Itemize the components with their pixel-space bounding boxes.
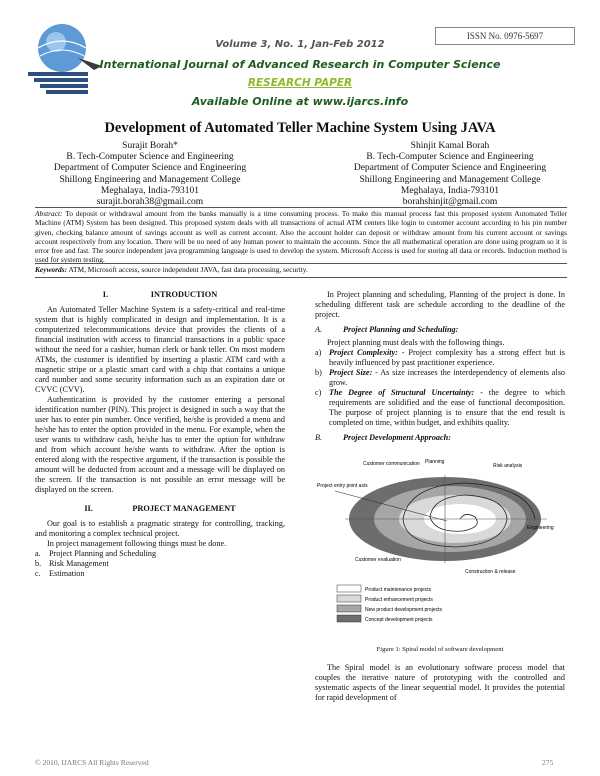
paper-title: Development of Automated Teller Machine System Using JAVA bbox=[104, 120, 496, 136]
figure-label: Construction & release bbox=[465, 569, 516, 575]
author-degree: B. Tech-Computer Science and Engineering bbox=[66, 152, 234, 163]
legend-label: Product enhancement projects bbox=[365, 597, 433, 603]
footer-copyright: © 2010, IJARCS All Rights Reserved bbox=[35, 758, 149, 767]
paragraph: An Automated Teller Machine System is a safety-critical and real-time system that is highly complicated in design and implementation. It is a computerized telecommunications device that provides the clients of a financial institution with access to financial transactions in a public space without the need for a cashier, human clerk or bank teller. On most modern ATMs, the customer is identified by inserting a plastic ATM card with a magnetic stripe or a plastic smart card with a chip that contains a unique card number and some security information such as an expiration date or CVVC (CVV). bbox=[35, 305, 285, 394]
issn-box: ISSN No. 0976-5697 bbox=[435, 27, 575, 45]
section-heading-project-management bbox=[35, 504, 285, 514]
author-email: borahshinjit@gmail.com bbox=[402, 197, 498, 208]
author-block-2 bbox=[320, 141, 580, 208]
subsection-heading-approach: B. Project Development Approach: bbox=[315, 433, 451, 442]
paragraph: Authentication is provided by the customer entering a personal identification number (PIN). This project is designed in such a way that the user has to enter pin number. Once verified, he/she is provided a menu and he/she has to enter the option provided in the menu. For example, when the user wants to withdraw cash, he/she has to enter the option for withdraw and from which account he/she wants to withdraw. After the option is entered along with the respective argument, if the transaction is possible the amount will be deducted from account and a message will be displayed on the screen. If the transaction is not possible an error message will be displayed on the screen. bbox=[35, 395, 285, 494]
figure-caption: Figure 1: Spiral model of software development bbox=[376, 646, 504, 653]
abstract-bottom-rule bbox=[35, 263, 567, 264]
keywords bbox=[35, 265, 567, 274]
list-item: a) Project Complexity: - Project complexity has a strong effect but is heavily influenced by past practitioner experience. bbox=[315, 348, 565, 367]
author-city: Meghalaya, India-793101 bbox=[100, 185, 200, 196]
right-column bbox=[315, 290, 565, 703]
section-title: PROJECT MANAGEMENT bbox=[132, 504, 236, 513]
author-email: surajit.borah38@gmail.com bbox=[96, 197, 204, 208]
author-department: Department of Computer Science and Engineering bbox=[353, 163, 547, 174]
keywords-text: ATM, Microsoft access, source independent JAVA, fast data processing, security. bbox=[68, 265, 308, 274]
paper-type: RESEARCH PAPER bbox=[247, 77, 353, 89]
journal-name: International Journal of Advanced Research in Computer Science bbox=[99, 58, 501, 71]
section-heading-introduction bbox=[35, 290, 285, 300]
figure-legend bbox=[337, 585, 442, 623]
legend-label: Product maintenance projects bbox=[365, 587, 432, 593]
figure-label: Risk analysis bbox=[493, 463, 523, 469]
paragraph: In Project planning and scheduling, Planning of the project is done. In scheduling different task are schedule according to the deadline of the project. bbox=[315, 290, 565, 319]
list-item: b. Risk Management bbox=[35, 559, 109, 568]
figure-label: Engineering bbox=[527, 525, 554, 531]
left-column bbox=[35, 290, 285, 579]
list-item: a. Project Planning and Scheduling bbox=[35, 549, 157, 558]
legend-label: New product development projects bbox=[365, 607, 442, 613]
keywords-bottom-rule bbox=[35, 277, 567, 278]
section-title: INTRODUCTION bbox=[150, 290, 218, 299]
list-item: c) The Degree of Structural Uncertainty: - the degree to which requirements are solidified and the ease of functional decomposition. The purpose of project planning is to ensure that the end result is completed on time, within budget, and exhibits quality. bbox=[315, 388, 565, 427]
paragraph: Our goal is to establish a pragmatic strategy for controlling, tracking, and monitoring a complex technical project. bbox=[35, 519, 285, 538]
journal-volume: Volume 3, No. 1, Jan-Feb 2012 bbox=[215, 39, 385, 50]
page-number: 275 bbox=[542, 758, 554, 767]
author-city: Meghalaya, India-793101 bbox=[400, 185, 500, 196]
author-college: Shillong Engineering and Management College bbox=[59, 174, 241, 185]
spiral-model-figure bbox=[315, 449, 565, 639]
list-item: b) Project Size: - As size increases the interdependency of elements also grow. bbox=[315, 368, 565, 387]
paragraph: The Spiral model is an evolutionary software process model that couples the iterative nature of prototyping with the controlled and systematic aspects of the linear sequential model. It provides the potential for rapid development of bbox=[315, 663, 565, 702]
paragraph: In project management following things must be done. bbox=[47, 539, 227, 548]
author-block-1 bbox=[20, 141, 280, 208]
abstract-label: Abstract: bbox=[35, 209, 63, 218]
abstract-top-rule bbox=[35, 207, 567, 208]
author-name: Shinjit Kamal Borah bbox=[410, 141, 490, 151]
legend-label: Concept development projects bbox=[365, 617, 433, 623]
figure-label: Customer evaluation bbox=[355, 557, 401, 563]
section-number: I. bbox=[102, 290, 109, 299]
keywords-label: Keywords: bbox=[35, 265, 68, 274]
paragraph: Project planning must deals with the following things. bbox=[327, 338, 505, 347]
figure-label: Planning bbox=[425, 459, 445, 465]
abstract-text: To deposit or withdrawal amount from the banks manually is a time consuming process. To make this manual process fast this proposed system Automated Teller Machine (ATM) System has been designed. This proposed system deals with all transactions of actual ATM centers like login to customer account according to his pin number given, checking balance amount of savings account as well as current account. Also the account holder can deposit or withdraw amount from his current account or savings account respectively from any location. There will be no need of any human power to maintain the accounts. Since the all mathematical operation are done using program so it is error free and fast. The source independent java programming language is used to develop the system. Microsoft Access is used for storing all data or records. Induction method is used for system testing. bbox=[35, 209, 567, 265]
author-department: Department of Computer Science and Engineering bbox=[53, 163, 247, 174]
abstract bbox=[35, 209, 567, 265]
list-item: c. Estimation bbox=[35, 569, 85, 578]
figure-label: Customer communication bbox=[363, 461, 420, 467]
journal-url: Available Online at www.ijarcs.info bbox=[191, 95, 409, 108]
author-name: Surajit Borah* bbox=[122, 141, 178, 151]
subsection-heading-planning: A. Project Planning and Scheduling: bbox=[315, 325, 459, 334]
author-college: Shillong Engineering and Management College bbox=[359, 174, 541, 185]
section-number: II. bbox=[84, 504, 93, 513]
figure-label: Project entry point axis bbox=[317, 483, 368, 489]
author-degree: B. Tech-Computer Science and Engineering bbox=[366, 152, 534, 163]
